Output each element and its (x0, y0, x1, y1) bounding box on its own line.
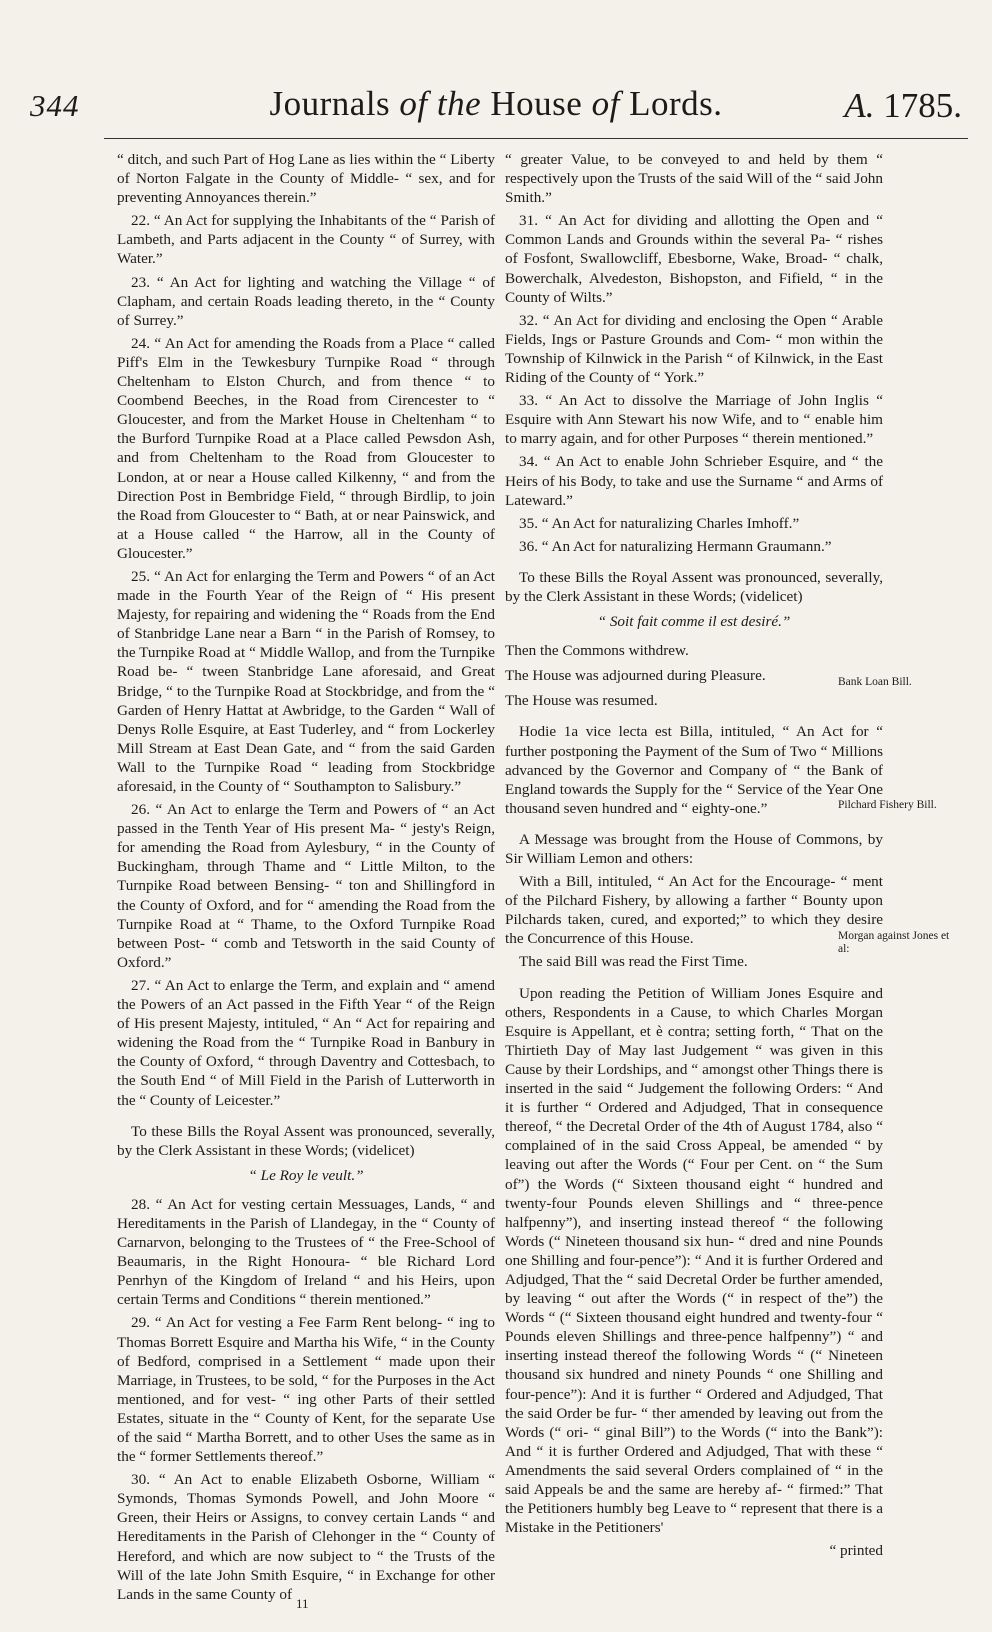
right-para-33: 33. “ An Act to dissolve the Marriage of John Inglis “ Esquire with Ann Stewart his now Wife, and to “ enable him to marry again, and for other Purposes “ therein mentioned.” (505, 392, 883, 448)
year-number: 1785. (883, 86, 962, 125)
left-para-29: 29. “ An Act for vesting a Fee Farm Rent belong- “ ing to Thomas Borrett Esquire and Martha his Wife, “ in the County of Bedford, comprised in a Settlement “ made upon their Marriage, in Trustees, to be sold, “ for the Purposes in the Act mentioned, and for vest- “ ing other Parts of their settled Estates, situate in the “ County of Kent, for the separate Use of the said “ Martha Borrett, and to other Uses the same as in the “ former Settlements thereof.” (117, 1314, 495, 1466)
right-para-32: 32. “ An Act for dividing and enclosing the Open “ Arable Fields, Ings or Pasture Grounds and Com- “ mon within the Township of Kilnwick in the Parish “ of Kilnwick, in the East Riding of the County of “ York.” (505, 311, 883, 387)
title-lords: Lords. (629, 84, 723, 123)
commons-withdrew: Then the Commons withdrew. (505, 642, 689, 660)
left-assent-intro: To these Bills the Royal Assent was pronounced, severally, by the Clerk Assistant in these Words; (videlicet) (117, 1122, 495, 1159)
left-para-28: 28. “ An Act for vesting certain Messuages, Lands, “ and Hereditaments in the Parish of Llandegay, in the “ County of Carnarvon, belonging to the Trustees of “ the Free-School of Beaumaris, in the Right Honoura- “ ble Richard Lord Penrhyn of the Kingdom of Ireland “ and his Heirs, upon certain Terms and Conditions “ therein mentioned.” (117, 1195, 495, 1309)
margin-note-bank-loan: Bank Loan Bill. (838, 676, 912, 688)
first-reading: The said Bill was read the First Time. (519, 953, 748, 971)
year (844, 86, 962, 126)
right-column (505, 150, 883, 1564)
left-column (117, 150, 495, 1608)
left-para-27: 27. “ An Act to enlarge the Term, and explain and “ amend the Powers of an Act passed in the Fifth Year “ of the Reign of His present Majesty, intituled, “ An “ Act for repairing and widening the Road from the “ Turnpike Road in Banbury in the County of Oxford, “ through Daventry and Cottesbach, to the South End “ of Mill Field in the Parish of Lutterworth in the “ County of Leicester.” (117, 976, 495, 1109)
header-rule (104, 138, 968, 139)
page-number: 344 (30, 88, 80, 123)
message-entry: A Message was brought from the House of Commons, by Sir William Lemon and others: (505, 830, 883, 867)
right-assent-intro: To these Bills the Royal Assent was pronounced, severally, by the Clerk Assistant in these Words; (videlicet) (505, 568, 883, 605)
morgan-entry: Upon reading the Petition of William Jones Esquire and others, Respondents in a Cause, to which Charles Morgan Esquire is Appellant, et è contra; setting forth, “ That on the Thirtieth Day of May last Judgement “ was given in this Cause by their Lordships, and “ amongst other Things there is inserted in the said “ Judgement the following Orders: “ And it is further “ Ordered and Adjudged, That in consequence thereof, “ the Decretal Order of the 4th of August 1784, also “ complained of in the said Cross Appeal, be amended “ by leaving out after the Words (“ Four per Cent. on “ the Sum of”) the Words (“ Sixteen thousand eight “ hundred and twenty-four Pounds eleven Shillings and “ three-pence halfpenny”), and inserting instead thereof “ the following Words (“ Nineteen thousand six hun- “ dred and nine Pounds one Shilling and four-pence”): “ And it is further Ordered and Adjudged, That the “ said Decretal Order be further amended, by leaving “ out after the Words (“ in respect of the”) the Words “ (“ Sixteen thousand eight hundred and twenty-four “ Pounds eleven Shillings and three-pence halfpenny”) “ and inserting instead thereof the following Words “ (“ Nineteen thousand six hundred and ninety Pounds “ one Shilling and four-pence”): And it is further “ Ordered and Adjudged, That the said Order be fur- “ ther amended by leaving out from the Words (“ ori- “ ginal Bill”) to the Words (“ into the Bank”): And “ it is further Ordered and Adjudged, That with these “ Amendments the said several Orders complained of “ in the said Appeals be and the same are hereby af- “ firmed:” That the Petitioners humbly beg Leave to “ represent that there is a Mistake in the Petitioners' (505, 984, 883, 1537)
house-resumed: The House was resumed. (505, 692, 658, 710)
left-assent-formula: “ Le Roy le veult.” (248, 1166, 364, 1184)
right-para-34: 34. “ An Act to enable John Schrieber Esquire, and “ the Heirs of his Body, to take and use the Surname “ and Arms of Lateward.” (505, 453, 883, 509)
title-house: House (490, 84, 583, 123)
right-assent-formula: “ Soit fait comme il est desiré.” (597, 613, 791, 631)
margin-note-pilchard: Pilchard Fishery Bill. (838, 799, 937, 811)
left-para-30: 30. “ An Act to enable Elizabeth Osborne, William “ Symonds, Thomas Symonds Powell, and John Moore “ Green, their Heirs or Assigns, to convey certain Lands “ and Hereditaments in the Parish of Clehonger in the “ County of Hereford, and which are now subject to “ the Trusts of the Will of the late John Smith Esquire, “ in Exchange for other Lands in the same County of (117, 1471, 495, 1603)
title-journals: Journals (269, 84, 391, 123)
signature-mark: 11 (296, 1596, 309, 1611)
left-para-22: 22. “ An Act for supplying the Inhabitants of the “ Parish of Lambeth, and Parts adjacent in the County “ of Surrey, with Water.” (117, 212, 495, 268)
left-para-24: 24. “ An Act for amending the Roads from a Place “ called Piff's Elm in the Tewkesbury Turnpike Road “ through Cheltenham to Elston Church, and from thence “ to Coombend Beeches, in the Road from Cirencester to “ Gloucester, and from the Market House in Cheltenham “ to the Burford Turnpike Road at a Place called Pewsdon Ash, and from Cheltenham to the Road from Gloucester to London, at or near a House called Kilkenny, “ and from the Direction Post in Bembridge Field, “ through Birdlip, to join the Road from Gloucester to “ Bath, at or near Painswick, and at a House called “ the Harrow, all in the County of Gloucester.” (117, 334, 495, 562)
right-para-36: 36. “ An Act for naturalizing Hermann Graumann.” (519, 537, 832, 555)
bank-loan-entry: Hodie 1a vice lecta est Billa, intituled, “ An Act for “ further postponing the Payment of the Sum of Two “ Millions advanced by the Governor and Company of “ the Bank of England towards the Supply for the “ Service of the Year One thousand seven hundred and “ eighty-one.” (505, 723, 883, 817)
left-para-23: 23. “ An Act for lighting and watching the Village “ of Clapham, and certain Roads leading thereto, in the “ County of Surrey.” (117, 273, 495, 329)
title-of-the: of the (399, 84, 482, 123)
left-para-26: 26. “ An Act to enlarge the Term and Powers of “ an Act passed in the Tenth Year of His present Ma- “ jesty's Reign, for amending the Road from Aylesbury, “ in the County of Buckingham, through Thame and “ Little Milton, to the Turnpike Road between Bensing- “ ton and Shillingford in the County of Oxford, and for “ amending the Road from the Turnpike Road at “ Thame, to the Oxford Turnpike Road between Post- “ comb and Tetsworth in the said County of Oxford.” (117, 801, 495, 971)
pilchard-entry: With a Bill, intituled, “ An Act for the Encourage- “ ment of the Pilchard Fishery, by allowing a farther “ Bounty upon Pilchards taken, cured, and exported;” to which they desire the Concurrence of this House. (505, 873, 883, 948)
left-para-25: 25. “ An Act for enlarging the Term and Powers “ of an Act made in the Fourth Year of the Reign of “ His present Majesty, for repairing and widening the “ Roads from the End of Stanbridge Lane near a Barn “ in the Parish of Romsey, to the Turnpike Road at “ Middle Wallop, and from the Turnpike Road be- “ tween Stanbridge Lane aforesaid, and Great Bridge, “ to the Turnpike Road at Stockbridge, and from the “ Garden of Henry Hattat at Awbridge, to the Garden “ Wall of Denys Rolle Esquire, at East Tuderley, and “ from Lockerley Mill Stream at East Dean Gate, and “ from the said Garden Wall to the Turnpike Road “ leading from Stockbridge aforesaid, in the County of “ Southampton to Salisbury.” (117, 567, 495, 795)
right-para-cont: “ greater Value, to be conveyed to and held by them “ respectively upon the Trusts of the said Will of the “ said John Smith.” (505, 151, 883, 207)
catchword: “ printed (829, 1542, 883, 1560)
right-para-31: 31. “ An Act for dividing and allotting the Open and “ Common Lands and Grounds within the several Pa- “ rishes of Fosfont, Swallowcliff, Ebesborne, Wake, Broad- “ chalk, Bowerchalk, Alvedeston, Bishopston, and Fifield, “ in the County of Wilts.” (505, 212, 883, 306)
year-prefix: A. (844, 86, 875, 125)
margin-note-morgan: Morgan against Jones et al: (838, 930, 950, 955)
left-para-1: “ ditch, and such Part of Hog Lane as lies within the “ Liberty of Norton Falgate in the County of Middle- “ sex, and for preventing Annoyances therein.” (117, 151, 495, 207)
title-of: of (591, 84, 620, 123)
right-para-35: 35. “ An Act for naturalizing Charles Imhoff.” (519, 514, 800, 532)
house-adjourned: The House was adjourned during Pleasure. (505, 667, 766, 685)
